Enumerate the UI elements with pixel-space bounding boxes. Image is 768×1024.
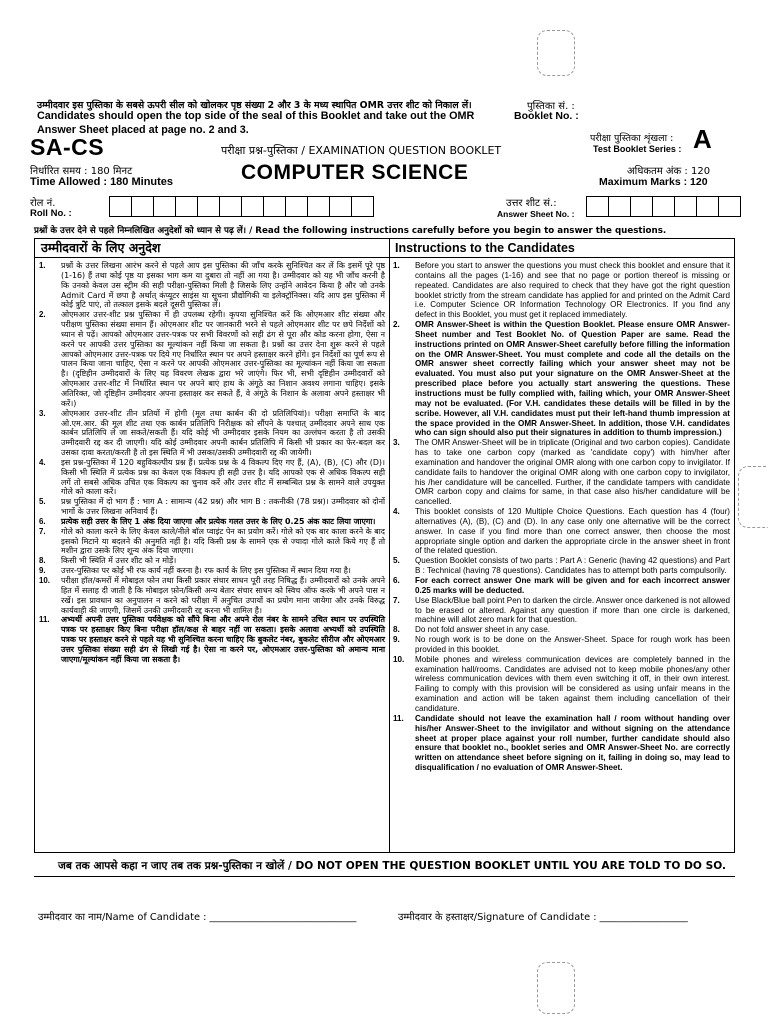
list-item: 2. ओएमआर उत्तर-शीट प्रश्न पुस्तिका में ही उपलब्ध रहेगी। कृपया सुनिश्चित करें कि ओएमआर शीट संख्या और परीक्षण पुस्तिका संख्या समान हैं। ओएमआर शीट पर जानकारी भरने से पहले ओएमआर शीट पर छपे निर्देशों को ध्यान से पढ़ें। आपको ओएमआर उत्तर-पत्रक पर सभी विवरणों को सही ढंग से पूरा और कोड करना होगा, ऐसा न करने पर आपकी उत्तर पुस्तिका का मूल्यांकन नहीं किया जा सकता है। प्रश्नों का उत्तर देना शुरू करने से पहले आपको ओएमआर उत्तर-पत्रक पर दिये गए निर्धारित स्थान पर अपने हस्ताक्षर करने होंगे। इन निर्देशों का पूर्ण रूप से पालन किया जाना चाहिए, ऐसा न करने पर आपकी ओएमआर उत्तर-पुस्तिका का मूल्यांकन नहीं किया जा सकता है। (दृष्टिहीन उम्मीदवारों के लिए यह विवरण लेखक द्वारा भरे जाएंगे। फिर भी, सभी दृष्टिहीन उम्मीदवारों को ओएमआर उत्तर-शीट में निर्धारित स्थान पर अपने बाएं हाथ के अंगूठे का निशान अवश्य लगाना चाहिए। इसके अतिरिक्त, जो दृष्टिहीन उम्मीदवार अपना हस्ताक्षर कर सकते हैं, वे अंगूठे के निशान के अलावा अपने हस्ताक्षर भी करें।) — [39, 310, 386, 408]
series-hindi-label: परीक्षा पुस्तिका शृंखला : — [590, 133, 674, 144]
list-item: 6. प्रत्येक सही उत्तर के लिए 1 अंक दिया जाएगा और प्रत्येक गलत उत्तर के लिए 0.25 अंक काट लिया जाएगा। — [39, 516, 376, 526]
instructions-box — [34, 238, 735, 853]
english-instructions-list — [389, 258, 734, 773]
booklet-no-hindi-label: पुस्तिका सं. : — [527, 101, 575, 112]
roll-no-hindi-label: रोल नं. — [30, 198, 56, 209]
list-item: 11. अभ्यर्थी अपनी उत्तर पुस्तिका पर्यवेक्षक को सौंपे बिना और अपने रोल नंबर के सामने उचित स्थान पर उपस्थिति पत्रक पर हस्ताक्षर किए बिना परीक्षा हॉल/कक्ष से बाहर नहीं जा सकता। इसके अलावा अभ्यर्थी को उपस्थिति पत्रक पर हस्ताक्षर करने से पहले यह भी सुनिश्चित करना चाहिए कि बुकलेट नंबर, बुकलेट सीरीज और ओएमआर उत्तर पुस्तिका संख्या सही ढंग से लिखी गई है। ऐसा ना करने पर, ओएमआर उत्तर-पुस्तिका को अमान्य माना जाएगा/मूल्यांकन नहीं किया जा सकता है। — [39, 615, 385, 664]
do-not-open-notice: जब तक आपसे कहा न जाए तब तक प्रश्न-पुस्तिका न खोलें / DO NOT OPEN THE QUESTION BOOKLET UNTIL YOU ARE TOLD TO DO SO. — [58, 860, 727, 872]
list-item: 9. उत्तर-पुस्तिका पर कोई भी रफ कार्य नहीं करना है। रफ कार्य के लिए इस पुस्तिका में स्थान दिया गया है। — [39, 566, 351, 576]
list-item: 4. इस प्रश्न-पुस्तिका में 120 बहुविकल्पीय प्रश्न हैं। प्रत्येक प्रश्न के 4 विकल्प दिए गए हैं, (A), (B), (C) और (D)। किसी भी स्थिति में प्रत्येक प्रश्न का केवल एक विकल्प ही सही उत्तर है। यदि आपको एक से अधिक विकल्प सही लगें तो सबसे अधिक उचित एक विकल्प का चुनाव करें और उत्तर शीट में सम्बन्धित प्रश्न के सामने वाले उपयुक्त गोले को काला करें। — [39, 457, 385, 497]
seal-right-shape — [738, 466, 768, 528]
booklet-title: परीक्षा प्रश्न-पुस्तिका / EXAMINATION QUESTION BOOKLET — [221, 144, 502, 157]
booklet-no-field[interactable] — [588, 96, 718, 124]
subject-title: COMPUTER SCIENCE — [241, 161, 469, 184]
english-instructions-column — [389, 239, 734, 852]
list-item: 8. किसी भी स्थिति में उत्तर शीट को न मोड़ें। — [39, 556, 177, 566]
english-seal-notice: Candidates should open the top side of the seal of this Booklet and take out the OMR Answer Sheet placed at page no. 2 and 3. — [37, 110, 475, 136]
time-allowed-hindi: निर्धारित समय : 180 मिनट — [30, 166, 133, 177]
list-item: 6. For each correct answer One mark will be given and for each incorrect answer 0.25 marks will be deducted. — [393, 576, 730, 595]
max-marks-hindi: अधिकतम अंक : 120 — [627, 166, 711, 177]
candidate-signature-field[interactable]: उम्मीदवार के हस्ताक्षर/Signature of Candidate : __________________ — [398, 912, 688, 923]
list-item: 9. No rough work is to be done on the Answer-Sheet. Space for rough work has been provided in this booklet. — [393, 635, 730, 654]
list-item: 10. परीक्षा हॉल/कमरों में मोबाइल फोन तथा किसी प्रकार संचार साधन पूरी तरह निषिद्ध हैं। उम्मीदवारों को उनके अपने हित में सलाह दी जाती है कि मोबाइल फ़ोन/किसी अन्य बेतार संचार साधन को स्विच ऑफ करके भी अपने पास न रखें। इस प्रावधान का अनुपालन न करने को परीक्षा में अनुचित उपायों का प्रयोग माना जायेगा और उनके विरुद्ध कार्यवाही की जाएगी, जिसमें उनकी उम्मीदवारी रद्द करना भी शामिल है। — [39, 576, 385, 615]
list-item: 10. Mobile phones and wireless communication devices are completely banned in the examination hall/rooms. Candidates are advised not to keep mobile phones/any other wireless communication devices with them even switching it off, in their own interest. Failing to comply with this provision will be considered as using unfair means in the examination and action will be taken against them including cancellation of their candidature. — [393, 654, 730, 713]
list-item: 5. Question Booklet consists of two parts : Part A : Generic (having 42 questions) and Part B : Technical (having 78 questions). Candidates has to attempt both parts compulsorily. — [393, 556, 730, 576]
answer-sheet-hindi-label: उत्तर शीट सं.: — [506, 198, 557, 209]
list-item: 7. Use Black/Blue ball point Pen to darken the circle. Answer once darkened is not allowed to be erased or altered. Against any question if more than one circle is darkened, machine will allot zero mark for that question. — [393, 595, 730, 625]
answer-sheet-label: Answer Sheet No. : — [497, 209, 575, 219]
list-item: 1. Before you start to answer the questions you must check this booklet and ensure that it contains all the pages (1-16) and see that no page or portion thereof is missing or repeated. Candidates are also required to check that they have got the right question booklet strictly from the stream candidate has applied for and printed on the Admit Card i.e. Computer Science OR Information Technology OR Electronics. If you find any defect in this Booklet, you must get it replaced immediately. — [393, 261, 730, 320]
seal-top-shape — [537, 30, 575, 76]
candidate-name-field[interactable]: उम्मीदवार का नाम/Name of Candidate : ______________________________ — [38, 912, 357, 923]
booklet-no-label: Booklet No. : — [514, 110, 579, 122]
hindi-instructions-list — [35, 258, 389, 665]
hindi-seal-notice: उम्मीदवार इस पुस्तिका के सबसे ऊपरी सील को खोलकर पृष्ठ संख्या 2 और 3 के मध्य स्थापित OMR उत्तर शीट को निकाल लें। — [37, 100, 472, 111]
answer-sheet-boxes[interactable] — [586, 196, 740, 217]
series-letter: A — [693, 124, 712, 154]
hindi-instructions-column — [35, 239, 390, 852]
hindi-instructions-heading: उम्मीदवारों के लिए अनुदेश — [35, 239, 389, 258]
list-item: 3. The OMR Answer-Sheet will be in triplicate (Original and two carbon copies). Candidate has to take one carbon copy (marked as 'candidate copy') with him/her after examination and handover the original OMR along with one carbon copy to invigilator. If candidate fails to handover the original OMR along with one carbon copy to invigilator, his /her candidature will be cancelled. Further, if the candidate tampers with candidate OMR carbon copy and claims for same, in that case also his/her candidature will be cancelled. — [393, 438, 730, 507]
list-item: 3. ओएमआर उत्तर-शीट तीन प्रतियों में होगी (मूल तथा कार्बन की दो प्रतिलिपियां)। परीक्षा समाप्ति के बाद ओ.एम.आर. की मूल शीट तथा एक कार्बन प्रतिलिपि निरीक्षक को सौंपने के पश्चात् उम्मीदवार अपने साथ एक कार्बन प्रतिलिपि ले जा सकते/सकती हैं। यदि कोई भी उम्मीदवार इसके नियम का उल्लंघन करता है तो उसकी उम्मीदवारी रद्द कर दी जाएगी। यदि कोई उम्मीदवार अपनी कार्बन प्रतिलिपि में किसी भी प्रकार का फेर-बदल कर उसका दावा करता/करती है तो इस स्थिति में भी उसका/उसकी उम्मीदवारी रद्द की जायेगी। — [39, 408, 385, 458]
seal-bottom-shape — [537, 962, 575, 1014]
list-item: 11. Candidate should not leave the examination hall / room without handing over his/her Answer-Sheet to the invigilator and without signing on the attendance sheet at proper place against your roll number, further candidate should also ensure that booklet no., booklet series and OMR Answer-Sheet No. are correctly written on attendance sheet before signing on it, failing in doing so, may lead to disqualification / no evaluation of OMR Answer-Sheet. — [393, 713, 730, 773]
list-item: 4. This booklet consists of 120 Multiple Choice Questions. Each question has 4 (four) alternatives (A), (B), (C) and (D). In any case only one alternative will be the correct answer. In case if you find more than one correct answer, then choose the most appropriate single option and darken the appropriate circle in the answer sheet in front of the related question. — [393, 507, 730, 556]
list-item: 1. प्रश्नों के उत्तर लिखना आरंभ करने से पहले आप इस पुस्तिका की जाँच करके सुनिश्चित कर लें कि इसमें पूरे पृष्ठ (1-16) हैं तथा कोई पृष्ठ या इसका भाग कम या दुबारा तो नहीं आ गया है। उम्मीदवार को यह भी जाँच करनी है कि उनको केवल उस स्ट्रीम की सही परीक्षा-पुस्तिका मिली है जिसके लिए उन्होंने आवेदन किया है और जो उनके Admit Card में छपा है अर्थात् कंप्यूटर साइंस या सूचना प्रौद्योगिकी या इलेक्ट्रॉनिक्स। यदि आप इस पुस्तिका में कोई त्रुटि पाएं, तो तत्काल इसके बदले दूसरी पुस्तिका लें। — [39, 261, 385, 310]
footer-divider — [34, 876, 735, 877]
list-item: 8. Do not fold answer sheet in any case. — [393, 625, 550, 635]
time-allowed: Time Allowed : 180 Minutes — [30, 176, 174, 188]
list-item: 5. प्रश्न पुस्तिका में दो भाग हैं : भाग A : सामान्य (42 प्रश्न) और भाग B : तकनीकी (78 प्रश्न)। उम्मीदवार को दोनों भागों के उत्तर लिखना अनिवार्य हैं। — [39, 497, 385, 517]
english-instructions-heading: Instructions to the Candidates — [389, 239, 734, 258]
roll-no-label: Roll No. : — [30, 208, 72, 219]
paper-code: SA-CS — [30, 134, 105, 160]
list-item: 7. गोले को काला करने के लिए केवल काले/नीले बॉल प्वाइंट पेन का प्रयोग करें। गोले को एक बार काला करने के बाद इसको मिटाने या बदलने की अनुमति नहीं है। यदि किसी प्रश्न के सामने एक से ज्यादा गोले काले किये गए हैं तो मशीन द्वारा उसके लिए शून्य अंक दिया जाएगा। — [39, 526, 385, 556]
series-label: Test Booklet Series : — [593, 144, 682, 154]
roll-no-boxes[interactable] — [109, 196, 373, 217]
list-item: 2. OMR Answer-Sheet is within the Question Booklet. Please ensure OMR Answer-Sheet number and Test Booklet No. of Question Paper are same. Read the instructions printed on OMR Answer-Sheet carefully before filling the information on the OMR Answer-Sheet. You must complete and code all the details on the OMR answer sheet correctly failing which your answer sheet may not be evaluated. You must also put your signature on the OMR Answer-Sheet at the prescribed place before you actually start answering the questions. These instructions must be fully complied with, failing which, your OMR Answer-Sheet may not be evaluated. (For V.H. candidates these details will be filled in by the scribe. However, all V.H. candidates must put their left-hand thumb impression at the space provided in the OMR Answer-Sheet. In addition, those V.H. candidates who can sign should also put their signatures in addition to thumb impression.) — [393, 320, 730, 438]
read-instructions-notice: प्रश्नों के उत्तर देने से पहले निम्नलिखित अनुदेशों को ध्यान से पढ़ लें। / Read the following instructions carefully before you begin to answer the questions. — [34, 226, 667, 236]
max-marks: Maximum Marks : 120 — [599, 176, 708, 188]
